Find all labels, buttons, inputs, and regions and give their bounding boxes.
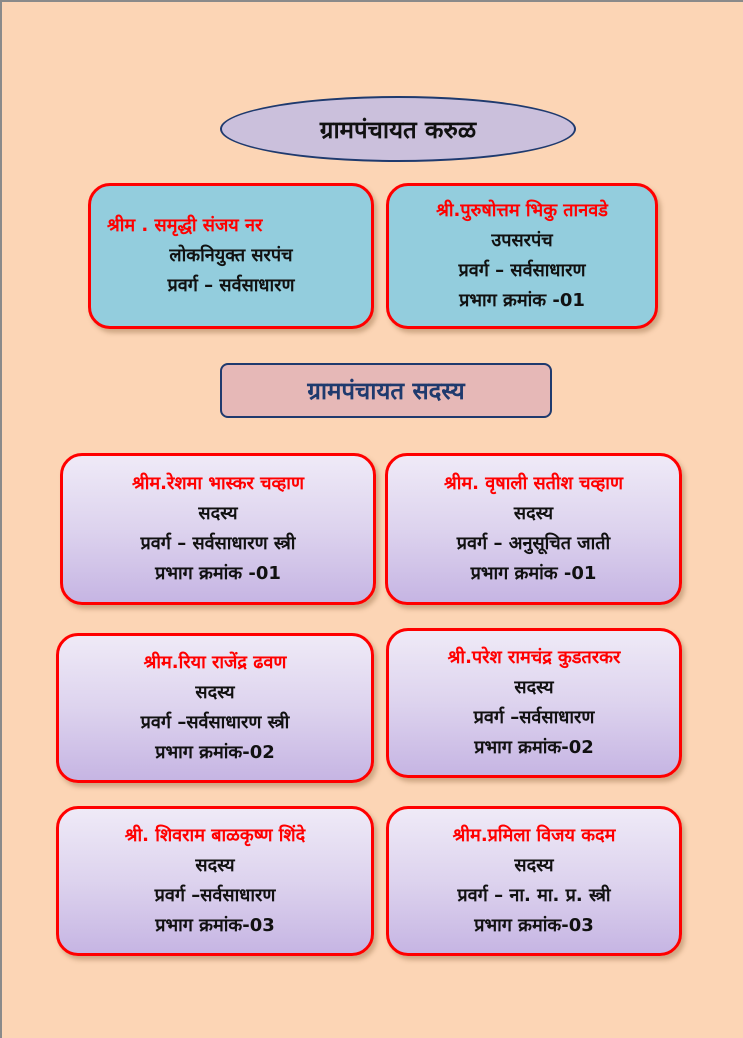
member-card: [385, 453, 682, 605]
member-name: श्रीम.रिया राजेंद्र ढवण: [143, 652, 287, 673]
member-card: [386, 806, 682, 956]
sarpanch-name: श्रीम . समृद्धी संजय नर: [107, 215, 263, 236]
member-name: श्री.परेश रामचंद्र कुडतरकर: [447, 647, 621, 668]
member-ward: प्रभाग क्रमांक-02: [155, 742, 275, 763]
member-role: सदस्य: [198, 503, 238, 524]
member-role: सदस्य: [195, 855, 235, 876]
upsarpanch-role: उपसरपंच: [491, 230, 553, 251]
member-category: प्रवर्ग – अनुसूचित जाती: [456, 533, 611, 554]
member-name: श्री. शिवराम बाळकृष्ण शिंदे: [124, 825, 306, 846]
member-ward: प्रभाग क्रमांक-02: [474, 737, 594, 758]
member-name: श्रीम.प्रमिला विजय कदम: [452, 825, 616, 846]
sarpanch-category: प्रवर्ग – सर्वसाधारण: [167, 275, 295, 296]
member-card: [56, 806, 374, 956]
page-title-ellipse: [220, 96, 576, 162]
upsarpanch-ward: प्रभाग क्रमांक -01: [459, 290, 585, 311]
upsarpanch-card: [386, 183, 658, 329]
members-section-header: [220, 363, 552, 418]
sarpanch-role: लोकनियुक्त सरपंच: [169, 245, 293, 266]
member-role: सदस्य: [195, 682, 235, 703]
member-ward: प्रभाग क्रमांक -01: [470, 563, 597, 584]
member-role: सदस्य: [514, 855, 554, 876]
sarpanch-card: [88, 183, 374, 329]
upsarpanch-name: श्री.पुरुषोत्तम भिकु तानवडे: [436, 200, 608, 221]
member-card: [60, 453, 376, 605]
member-ward: प्रभाग क्रमांक-03: [155, 915, 275, 936]
member-ward: प्रभाग क्रमांक -01: [155, 563, 281, 584]
member-card: [386, 628, 682, 778]
page-title: ग्रामपंचायत करुळ: [319, 115, 477, 144]
upsarpanch-category: प्रवर्ग – सर्वसाधारण: [458, 260, 586, 281]
member-name: श्रीम. वृषाली सतीश चव्हाण: [444, 473, 623, 494]
member-card: [56, 633, 374, 783]
member-name: श्रीम.रेशमा भास्कर चव्हाण: [132, 473, 304, 494]
member-category: प्रवर्ग –सर्वसाधारण: [473, 707, 595, 728]
member-category: प्रवर्ग – सर्वसाधारण स्त्री: [140, 533, 296, 554]
members-section-title: ग्रामपंचायत सदस्य: [307, 377, 465, 405]
member-category: प्रवर्ग –सर्वसाधारण स्त्री: [140, 712, 290, 733]
member-role: सदस्य: [513, 503, 554, 524]
member-role: सदस्य: [514, 677, 554, 698]
member-category: प्रवर्ग –सर्वसाधारण: [154, 885, 276, 906]
member-ward: प्रभाग क्रमांक-03: [474, 915, 594, 936]
member-category: प्रवर्ग – ना. मा. प्र. स्त्री: [457, 885, 611, 906]
